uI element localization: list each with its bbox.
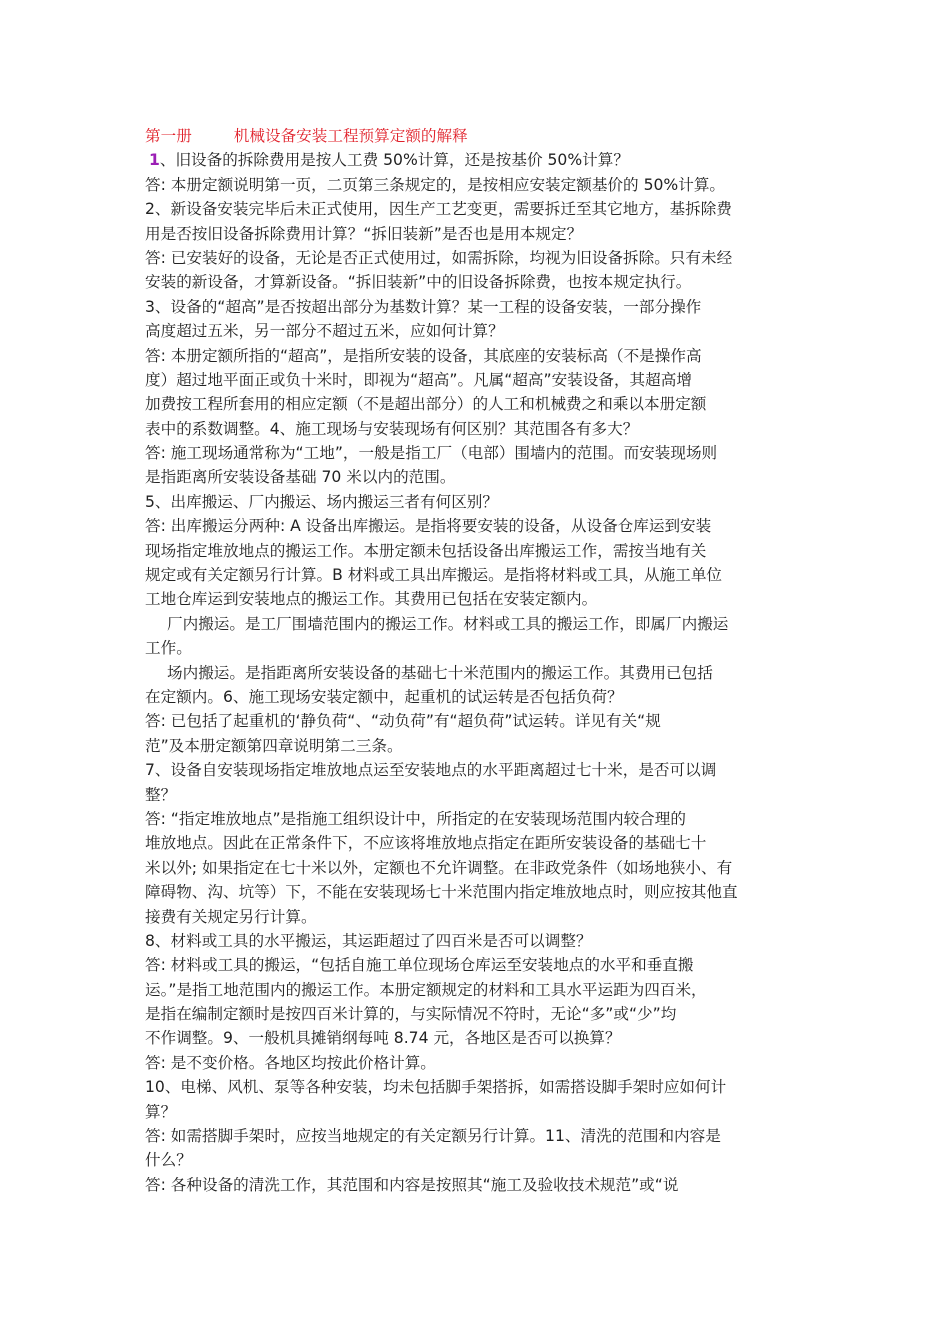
- text-line: [145, 270, 808, 294]
- text-line: [145, 880, 808, 904]
- question-number: 1: [149, 151, 160, 170]
- line-text: 答: 施工现场通常称为“工地”，一般是指工厂（电部）围墙内的范围。而安装现场则: [145, 444, 718, 463]
- text-line: [145, 417, 808, 441]
- line-text: 范”及本册定额第四章说明第二三条。: [145, 736, 403, 755]
- line-text: 度）超过地平面正或负十米时，即视为“超高”。凡属“超高”安装设备，其超高增: [145, 370, 692, 389]
- text-line: [145, 539, 808, 563]
- text-line: [145, 831, 808, 855]
- text-line: [145, 222, 808, 246]
- text-line: [145, 758, 808, 782]
- text-line: [145, 612, 808, 636]
- volume-label: 第一册: [145, 127, 192, 145]
- text-line: [145, 685, 808, 709]
- line-text: 答: 已安装好的设备，无论是否正式使用过，如需拆除，均视为旧设备拆除。只有未经: [145, 248, 733, 267]
- text-line: [145, 1051, 808, 1075]
- line-text: 米以外; 如果指定在七十米以外，定额也不允许调整。在非政党条件（如场地狭小、有: [145, 858, 733, 877]
- line-text: 答: 出库搬运分两种: A 设备出库搬运。是指将要安装的设备，从设备仓库运到安装: [145, 517, 712, 536]
- text-line: [145, 1002, 808, 1026]
- line-text: 障碍物、沟、坑等）下，不能在安装现场七十米范围内指定堆放地点时，则应按其他直: [145, 883, 738, 902]
- text-line: [145, 734, 808, 758]
- text-line: [145, 246, 808, 270]
- line-text: 答: 本册定额说明第一页，二页第三条规定的，是按相应安装定额基价的 50%计算。: [145, 175, 726, 194]
- text-line: [145, 1173, 808, 1197]
- text-line: [145, 587, 808, 611]
- line-text: 答: 是不变价格。各地区均按此价格计算。: [145, 1053, 436, 1072]
- text-line: [145, 173, 808, 197]
- line-text: 不作调整。9、一般机具摊销纲每吨 8.74 元，各地区是否可以换算？: [145, 1029, 621, 1048]
- line-text: 10、电梯、风机、泵等各种安装，均未包括脚手架搭拆，如需搭设脚手架时应如何计: [145, 1078, 727, 1097]
- line-text: 什么？: [145, 1151, 192, 1170]
- line-text: 答: 材料或工具的搬运，“包括自施工单位现场仓库运至安装地点的水平和垂直搬: [145, 956, 694, 975]
- document-body: [145, 124, 808, 1197]
- text-line: [145, 465, 808, 489]
- text-line: [145, 490, 808, 514]
- line-text: 5、出库搬运、厂内搬运、场内搬运三者有何区别？: [145, 492, 498, 511]
- title-text: 机械设备安装工程预算定额的解释: [233, 127, 468, 145]
- text-line: [145, 344, 808, 368]
- line-text: 规定或有关定额另行计算。B 材料或工具出库搬运。是指将材料或工具，从施工单位: [145, 566, 723, 585]
- text-line: [145, 905, 808, 929]
- text-line: [145, 953, 808, 977]
- text-line: [145, 148, 808, 172]
- line-text: 答: 如需搭脚手架时，应按当地规定的有关定额另行计算。11、清洗的范围和内容是: [145, 1127, 721, 1146]
- text-line: [145, 563, 808, 587]
- text-line: [145, 197, 808, 221]
- text-line: [145, 319, 808, 343]
- line-text: 工地仓库运到安装地点的搬运工作。其费用已包括在安装定额内。: [145, 590, 598, 609]
- text-line: [145, 368, 808, 392]
- text-line: [145, 783, 808, 807]
- line-text: 在定额内。6、施工现场安装定额中，起重机的试运转是否包括负荷？: [145, 687, 623, 706]
- text-line: [145, 1124, 808, 1148]
- line-text: 表中的系数调整。4、施工现场与安装现场有何区别？其范围各有多大？: [145, 419, 639, 438]
- text-line: [145, 856, 808, 880]
- line-text: 运。”是指工地范围内的搬运工作。本册定额规定的材料和工具水平运距为四百米，: [145, 980, 707, 999]
- line-text: 答: 已包括了起重机的‘静负荷“、“动负荷”有“超负荷”试运转。详见有关“规: [145, 712, 661, 731]
- line-text: 堆放地点。因此在正常条件下，不应该将堆放地点指定在距所安装设备的基础七十: [145, 834, 707, 853]
- line-text: 加费按工程所套用的相应定额（不是超出部分）的人工和机械费之和乘以本册定额: [145, 395, 707, 414]
- line-text: 现场指定堆放地点的搬运工作。本册定额未包括设备出库搬运工作，需按当地有关: [145, 541, 707, 560]
- text-lines: [145, 148, 808, 1197]
- text-line: [145, 709, 808, 733]
- text-line: [145, 392, 808, 416]
- text-line: [145, 295, 808, 319]
- line-text: 、旧设备的拆除费用是按人工费 50%计算，还是按基价 50%计算？: [159, 151, 629, 170]
- line-text: 工作。: [145, 639, 192, 658]
- line-text: 安装的新设备，才算新设备。“拆旧装新”中的旧设备拆除费，也按本规定执行。: [145, 273, 692, 292]
- line-text: 厂内搬运。是工厂围墙范围内的搬运工作。材料或工具的搬运工作，即属厂内搬运: [167, 614, 729, 633]
- text-line: [145, 807, 808, 831]
- line-text: 用是否按旧设备拆除费用计算？“拆旧装新”是否也是用本规定？: [145, 224, 583, 243]
- line-text: 是指距离所安装设备基础 70 米以内的范围。: [145, 468, 456, 487]
- text-line: [145, 1148, 808, 1172]
- line-text: 2、新设备安装完毕后未正式使用，因生产工艺变更，需要拆迁至其它地方，基拆除费: [145, 200, 732, 219]
- line-text: 7、设备自安装现场指定堆放地点运至安装地点的水平距离超过七十米，是否可以调: [145, 761, 717, 780]
- text-line: [145, 1026, 808, 1050]
- text-line: [145, 441, 808, 465]
- line-text: 场内搬运。是指距离所安装设备的基础七十米范围内的搬运工作。其费用已包括: [167, 663, 713, 682]
- text-line: [145, 978, 808, 1002]
- text-line: [145, 1075, 808, 1099]
- line-text: 接费有关规定另行计算。: [145, 907, 317, 926]
- line-text: 答: 本册定额所指的“超高”，是指所安装的设备，其底座的安装标高（不是操作高: [145, 346, 702, 365]
- line-text: 3、设备的“超高”是否按超出部分为基数计算？某一工程的设备安装，一部分操作: [145, 297, 702, 316]
- line-text: 答: 各种设备的清洗工作，其范围和内容是按照其“施工及验收技术规范”或“说: [145, 1175, 679, 1194]
- text-line: [145, 929, 808, 953]
- text-line: [145, 514, 808, 538]
- line-text: 答: “指定堆放地点”是指施工组织设计中，所指定的在安装现场范围内较合理的: [145, 809, 686, 828]
- text-line: [145, 661, 808, 685]
- text-line: [145, 1100, 808, 1124]
- page-title: [145, 124, 808, 148]
- line-text: 是指在编制定额时是按四百米计算的，与实际情况不符时，无论“多”或“少”均: [145, 1005, 677, 1024]
- line-text: 整？: [145, 785, 177, 804]
- line-text: 算？: [145, 1102, 177, 1121]
- text-line: [145, 636, 808, 660]
- line-text: 高度超过五米，另一部分不超过五米，应如何计算？: [145, 322, 504, 341]
- line-text: 8、材料或工具的水平搬运，其运距超过了四百米是否可以调整？: [145, 931, 592, 950]
